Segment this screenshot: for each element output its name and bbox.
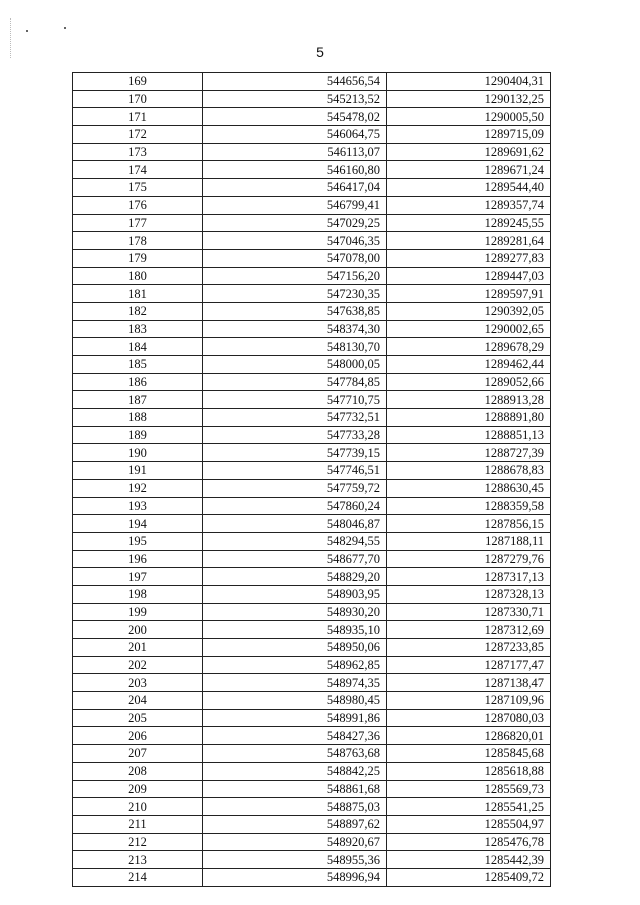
table-row xyxy=(73,762,551,780)
table-row xyxy=(73,126,551,144)
point-number-cell: 201 xyxy=(73,639,203,657)
x-coordinate-cell: 548991,86 xyxy=(203,709,387,727)
table-row xyxy=(73,373,551,391)
point-number-cell: 205 xyxy=(73,709,203,727)
table-row xyxy=(73,179,551,197)
point-number-cell: 183 xyxy=(73,320,203,338)
table-row xyxy=(73,603,551,621)
point-number-cell: 206 xyxy=(73,727,203,745)
table-row xyxy=(73,356,551,374)
x-coordinate-cell: 547739,15 xyxy=(203,444,387,462)
y-coordinate-cell: 1285476,78 xyxy=(387,833,551,851)
table-row xyxy=(73,302,551,320)
point-number-cell: 178 xyxy=(73,232,203,250)
table-row xyxy=(73,426,551,444)
y-coordinate-cell: 1289277,83 xyxy=(387,249,551,267)
table-row xyxy=(73,320,551,338)
point-number-cell: 203 xyxy=(73,674,203,692)
table-row xyxy=(73,444,551,462)
x-coordinate-cell: 548374,30 xyxy=(203,320,387,338)
table-row xyxy=(73,868,551,886)
x-coordinate-cell: 548763,68 xyxy=(203,745,387,763)
table-row xyxy=(73,515,551,533)
point-number-cell: 184 xyxy=(73,338,203,356)
x-coordinate-cell: 548130,70 xyxy=(203,338,387,356)
point-number-cell: 172 xyxy=(73,126,203,144)
x-coordinate-cell: 547638,85 xyxy=(203,302,387,320)
x-coordinate-cell: 547046,35 xyxy=(203,232,387,250)
point-number-cell: 179 xyxy=(73,249,203,267)
x-coordinate-cell: 548875,03 xyxy=(203,798,387,816)
point-number-cell: 209 xyxy=(73,780,203,798)
y-coordinate-cell: 1287330,71 xyxy=(387,603,551,621)
x-coordinate-cell: 548955,36 xyxy=(203,851,387,869)
table-row xyxy=(73,780,551,798)
point-number-cell: 169 xyxy=(73,73,203,91)
table-row xyxy=(73,709,551,727)
table-row xyxy=(73,214,551,232)
x-coordinate-cell: 548950,06 xyxy=(203,639,387,657)
point-number-cell: 202 xyxy=(73,656,203,674)
x-coordinate-cell: 548935,10 xyxy=(203,621,387,639)
y-coordinate-cell: 1287328,13 xyxy=(387,585,551,603)
y-coordinate-cell: 1289671,24 xyxy=(387,161,551,179)
point-number-cell: 185 xyxy=(73,356,203,374)
x-coordinate-cell: 546064,75 xyxy=(203,126,387,144)
x-coordinate-cell: 548861,68 xyxy=(203,780,387,798)
y-coordinate-cell: 1287233,85 xyxy=(387,639,551,657)
table-row xyxy=(73,73,551,91)
point-number-cell: 192 xyxy=(73,479,203,497)
coordinates-table-body xyxy=(73,73,551,887)
table-row xyxy=(73,338,551,356)
table-row xyxy=(73,532,551,550)
point-number-cell: 181 xyxy=(73,285,203,303)
y-coordinate-cell: 1288630,45 xyxy=(387,479,551,497)
point-number-cell: 187 xyxy=(73,391,203,409)
x-coordinate-cell: 548842,25 xyxy=(203,762,387,780)
table-row xyxy=(73,285,551,303)
table-row xyxy=(73,391,551,409)
x-coordinate-cell: 546160,80 xyxy=(203,161,387,179)
table-row xyxy=(73,692,551,710)
table-row xyxy=(73,479,551,497)
point-number-cell: 212 xyxy=(73,833,203,851)
y-coordinate-cell: 1289715,09 xyxy=(387,126,551,144)
y-coordinate-cell: 1285504,97 xyxy=(387,815,551,833)
y-coordinate-cell: 1289462,44 xyxy=(387,356,551,374)
x-coordinate-cell: 547759,72 xyxy=(203,479,387,497)
x-coordinate-cell: 547733,28 xyxy=(203,426,387,444)
x-coordinate-cell: 546799,41 xyxy=(203,196,387,214)
point-number-cell: 180 xyxy=(73,267,203,285)
x-coordinate-cell: 548930,20 xyxy=(203,603,387,621)
table-row xyxy=(73,143,551,161)
y-coordinate-cell: 1285442,39 xyxy=(387,851,551,869)
y-coordinate-cell: 1287856,15 xyxy=(387,515,551,533)
table-row xyxy=(73,497,551,515)
x-coordinate-cell: 548294,55 xyxy=(203,532,387,550)
page-number: 5 xyxy=(316,44,324,60)
y-coordinate-cell: 1289544,40 xyxy=(387,179,551,197)
point-number-cell: 197 xyxy=(73,568,203,586)
point-number-cell: 214 xyxy=(73,868,203,886)
table-row xyxy=(73,196,551,214)
table-row xyxy=(73,745,551,763)
table-row xyxy=(73,621,551,639)
scan-speck xyxy=(64,27,66,29)
y-coordinate-cell: 1289691,62 xyxy=(387,143,551,161)
point-number-cell: 175 xyxy=(73,179,203,197)
x-coordinate-cell: 545213,52 xyxy=(203,90,387,108)
x-coordinate-cell: 547710,75 xyxy=(203,391,387,409)
y-coordinate-cell: 1287109,96 xyxy=(387,692,551,710)
y-coordinate-cell: 1285541,25 xyxy=(387,798,551,816)
x-coordinate-cell: 546113,07 xyxy=(203,143,387,161)
y-coordinate-cell: 1285409,72 xyxy=(387,868,551,886)
point-number-cell: 177 xyxy=(73,214,203,232)
table-row xyxy=(73,568,551,586)
table-row xyxy=(73,798,551,816)
point-number-cell: 196 xyxy=(73,550,203,568)
x-coordinate-cell: 547230,35 xyxy=(203,285,387,303)
y-coordinate-cell: 1288891,80 xyxy=(387,409,551,427)
table-row xyxy=(73,833,551,851)
point-number-cell: 171 xyxy=(73,108,203,126)
y-coordinate-cell: 1288913,28 xyxy=(387,391,551,409)
table-row xyxy=(73,674,551,692)
y-coordinate-cell: 1290404,31 xyxy=(387,73,551,91)
x-coordinate-cell: 548974,35 xyxy=(203,674,387,692)
x-coordinate-cell: 547784,85 xyxy=(203,373,387,391)
y-coordinate-cell: 1287317,13 xyxy=(387,568,551,586)
point-number-cell: 193 xyxy=(73,497,203,515)
x-coordinate-cell: 548996,94 xyxy=(203,868,387,886)
x-coordinate-cell: 548427,36 xyxy=(203,727,387,745)
point-number-cell: 213 xyxy=(73,851,203,869)
y-coordinate-cell: 1289678,29 xyxy=(387,338,551,356)
x-coordinate-cell: 547029,25 xyxy=(203,214,387,232)
y-coordinate-cell: 1289357,74 xyxy=(387,196,551,214)
table-row xyxy=(73,249,551,267)
table-row xyxy=(73,727,551,745)
point-number-cell: 182 xyxy=(73,302,203,320)
y-coordinate-cell: 1286820,01 xyxy=(387,727,551,745)
y-coordinate-cell: 1289447,03 xyxy=(387,267,551,285)
x-coordinate-cell: 546417,04 xyxy=(203,179,387,197)
point-number-cell: 198 xyxy=(73,585,203,603)
y-coordinate-cell: 1287138,47 xyxy=(387,674,551,692)
point-number-cell: 173 xyxy=(73,143,203,161)
point-number-cell: 194 xyxy=(73,515,203,533)
point-number-cell: 200 xyxy=(73,621,203,639)
point-number-cell: 191 xyxy=(73,462,203,480)
table-row xyxy=(73,656,551,674)
x-coordinate-cell: 544656,54 xyxy=(203,73,387,91)
table-row xyxy=(73,232,551,250)
point-number-cell: 195 xyxy=(73,532,203,550)
x-coordinate-cell: 547732,51 xyxy=(203,409,387,427)
x-coordinate-cell: 545478,02 xyxy=(203,108,387,126)
x-coordinate-cell: 548980,45 xyxy=(203,692,387,710)
x-coordinate-cell: 547156,20 xyxy=(203,267,387,285)
y-coordinate-cell: 1289597,91 xyxy=(387,285,551,303)
point-number-cell: 199 xyxy=(73,603,203,621)
y-coordinate-cell: 1285618,88 xyxy=(387,762,551,780)
y-coordinate-cell: 1287080,03 xyxy=(387,709,551,727)
y-coordinate-cell: 1290132,25 xyxy=(387,90,551,108)
table-row xyxy=(73,462,551,480)
scan-speck xyxy=(26,30,28,32)
y-coordinate-cell: 1288678,83 xyxy=(387,462,551,480)
x-coordinate-cell: 548897,62 xyxy=(203,815,387,833)
table-row xyxy=(73,550,551,568)
y-coordinate-cell: 1285845,68 xyxy=(387,745,551,763)
y-coordinate-cell: 1287177,47 xyxy=(387,656,551,674)
y-coordinate-cell: 1287312,69 xyxy=(387,621,551,639)
table-row xyxy=(73,90,551,108)
y-coordinate-cell: 1285569,73 xyxy=(387,780,551,798)
y-coordinate-cell: 1288359,58 xyxy=(387,497,551,515)
point-number-cell: 190 xyxy=(73,444,203,462)
point-number-cell: 174 xyxy=(73,161,203,179)
x-coordinate-cell: 548920,67 xyxy=(203,833,387,851)
x-coordinate-cell: 548962,85 xyxy=(203,656,387,674)
table-row xyxy=(73,267,551,285)
point-number-cell: 176 xyxy=(73,196,203,214)
point-number-cell: 189 xyxy=(73,426,203,444)
y-coordinate-cell: 1288727,39 xyxy=(387,444,551,462)
x-coordinate-cell: 547746,51 xyxy=(203,462,387,480)
point-number-cell: 188 xyxy=(73,409,203,427)
x-coordinate-cell: 548046,87 xyxy=(203,515,387,533)
point-number-cell: 207 xyxy=(73,745,203,763)
x-coordinate-cell: 547078,00 xyxy=(203,249,387,267)
x-coordinate-cell: 548903,95 xyxy=(203,585,387,603)
coordinates-table xyxy=(72,72,551,887)
y-coordinate-cell: 1289052,66 xyxy=(387,373,551,391)
table-row xyxy=(73,161,551,179)
table-row xyxy=(73,108,551,126)
x-coordinate-cell: 548829,20 xyxy=(203,568,387,586)
table-row xyxy=(73,815,551,833)
table-row xyxy=(73,585,551,603)
point-number-cell: 170 xyxy=(73,90,203,108)
y-coordinate-cell: 1289245,55 xyxy=(387,214,551,232)
table-row xyxy=(73,851,551,869)
y-coordinate-cell: 1289281,64 xyxy=(387,232,551,250)
y-coordinate-cell: 1288851,13 xyxy=(387,426,551,444)
x-coordinate-cell: 547860,24 xyxy=(203,497,387,515)
point-number-cell: 208 xyxy=(73,762,203,780)
table-row xyxy=(73,409,551,427)
y-coordinate-cell: 1290005,50 xyxy=(387,108,551,126)
table-row xyxy=(73,639,551,657)
x-coordinate-cell: 548000,05 xyxy=(203,356,387,374)
y-coordinate-cell: 1290392,05 xyxy=(387,302,551,320)
y-coordinate-cell: 1287279,76 xyxy=(387,550,551,568)
point-number-cell: 204 xyxy=(73,692,203,710)
x-coordinate-cell: 548677,70 xyxy=(203,550,387,568)
y-coordinate-cell: 1287188,11 xyxy=(387,532,551,550)
point-number-cell: 210 xyxy=(73,798,203,816)
point-number-cell: 186 xyxy=(73,373,203,391)
y-coordinate-cell: 1290002,65 xyxy=(387,320,551,338)
point-number-cell: 211 xyxy=(73,815,203,833)
